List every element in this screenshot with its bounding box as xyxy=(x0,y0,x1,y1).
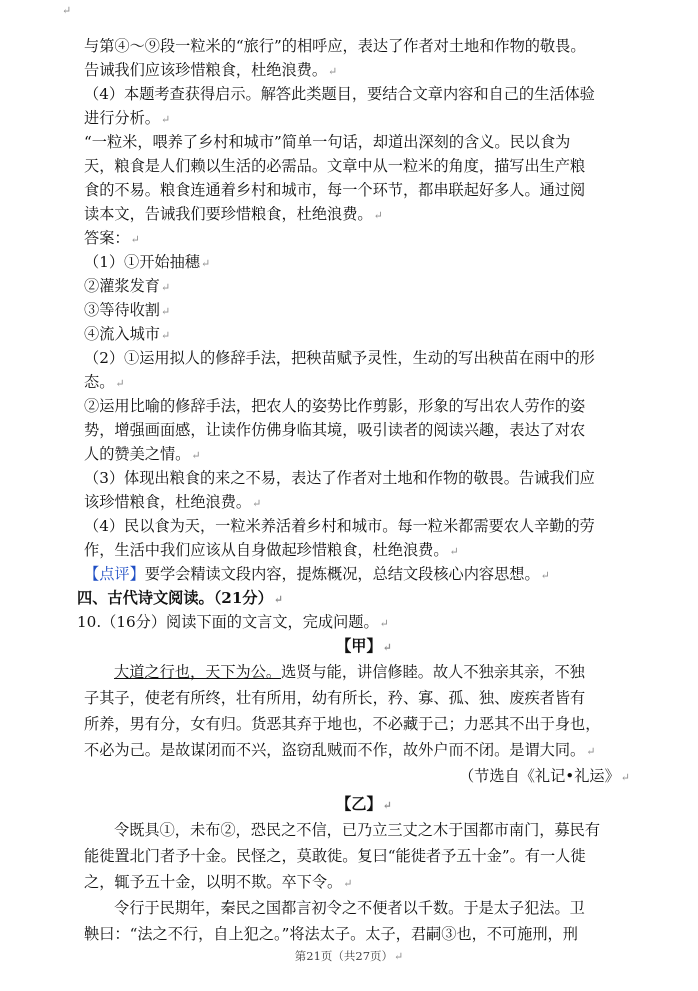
passage-jia-line: 不必为己。是故谋闭而不兴，盗窃乱贼而不作，故外户而不闭。是谓大同。↵ xyxy=(84,741,596,759)
text-line: 势，增强画面感，让读作仿佛身临其境，吸引读者的阅读兴趣，表达了对农 xyxy=(84,421,586,439)
passage-yi-title: 【乙】↵ xyxy=(336,795,392,813)
paragraph-mark-icon: ↵ xyxy=(343,877,353,890)
paragraph-mark-icon: ↵ xyxy=(160,329,171,342)
text-line: （4）本题考查获得启示。解答此类题目，要结合文章内容和自己的生活体验 xyxy=(84,85,595,103)
text-line: 答案：↵ xyxy=(84,229,140,247)
section-heading: 四、古代诗文阅读。（21分）↵ xyxy=(77,589,284,607)
paragraph-mark-icon: ↵ xyxy=(373,209,383,222)
text-line: ③等待收割↵ xyxy=(84,301,171,319)
paragraph-mark-icon: ↵ xyxy=(328,65,338,78)
paragraph-mark-icon: ↵ xyxy=(191,449,201,462)
passage-jia-title: 【甲】↵ xyxy=(336,637,392,655)
text-line: ④流入城市↵ xyxy=(84,325,171,343)
text-line: 该珍惜粮食，杜绝浪费。↵ xyxy=(84,493,262,511)
paragraph-mark-icon: ↵ xyxy=(115,377,125,390)
passage-yi-line: 能徙置北门者予十金。民怪之，莫敢徙。复曰“能徙者予五十金”。有一人徙 xyxy=(84,847,586,865)
paragraph-mark-icon: ↵ xyxy=(130,233,140,246)
comment-line xyxy=(84,562,644,588)
paragraph-mark-icon: ↵ xyxy=(160,113,171,126)
text-line: （1）①开始抽穗↵ xyxy=(84,253,211,271)
comment-tag: 【点评】 xyxy=(84,565,145,583)
paragraph-mark-icon: ↵ xyxy=(540,569,550,582)
text-line: ②灌浆发育↵ xyxy=(84,277,171,295)
text-line: （2）①运用拟人的修辞手法，把秧苗赋予灵性，生动的写出秧苗在雨中的形 xyxy=(84,349,595,367)
question-stem: 10.（16分）阅读下面的文言文，完成问题。↵ xyxy=(77,613,389,631)
passage-jia-line: 子其子，使老有所终，壮有所用，幼有所长，矜、寡、孤、独、废疾者皆有 xyxy=(84,689,586,707)
text-line: 进行分析。↵ xyxy=(84,109,171,127)
paragraph-mark-icon: ↵ xyxy=(620,771,630,784)
page-footer: 第21页（共27页）↵ xyxy=(294,949,404,963)
passage-yi-line: 令行于民期年，秦民之国都言初令之不便者以千数。于是太子犯法。卫 xyxy=(114,899,585,917)
passage-yi-line: 之，辄予五十金，以明不欺。卒下令。↵ xyxy=(84,873,353,891)
passage-yi-line: 鞅曰：“法之不行，自上犯之。”将法太子。太子，君嗣③也，不可施刑，刑 xyxy=(84,925,578,943)
paragraph-mark-icon: ↵ xyxy=(379,617,389,630)
text-line: 与第④～⑨段一粒米的“旅行”的相呼应，表达了作者对土地和作物的敬畏。 xyxy=(84,37,586,55)
paragraph-mark-icon: ↵ xyxy=(252,497,262,510)
paragraph-mark-icon: ↵ xyxy=(200,257,211,270)
paragraph-mark-icon: ↵ xyxy=(62,4,72,17)
underlined-sentence: 大道之行也，天下为公。 xyxy=(114,663,282,681)
text-line: “一粒米，喂养了乡村和城市”简单一句话，却道出深刻的含义。民以食为 xyxy=(84,133,571,151)
text-line: 读本文，告诫我们要珍惜粮食，杜绝浪费。↵ xyxy=(84,205,383,223)
paragraph-mark-icon: ↵ xyxy=(449,545,459,558)
text-line: 人的赞美之情。↵ xyxy=(84,445,201,463)
paragraph-mark-icon: ↵ xyxy=(586,745,596,758)
passage-yi-line: 令既具①，未布②，恐民之不信，已乃立三丈之木于国都市南门，募民有 xyxy=(114,821,600,839)
passage-jia-source: （节选自《礼记•礼运》↵ xyxy=(458,767,630,785)
paragraph-mark-icon: ↵ xyxy=(273,593,284,606)
text-line: ②运用比喻的修辞手法，把农人的姿势比作剪影，形象的写出农人劳作的姿 xyxy=(84,397,586,415)
text-line: （4）民以食为天，一粒米养活着乡村和城市。每一粒米都需要农人辛勤的劳 xyxy=(84,517,595,535)
paragraph-mark-icon: ↵ xyxy=(382,799,392,812)
passage-jia-line: 大道之行也，天下为公。选贤与能，讲信修睦。故人不独亲其亲，不独 xyxy=(114,663,585,681)
paragraph-mark-icon: ↵ xyxy=(394,950,404,963)
text-line: 食的不易。粮食连通着乡村和城市，每一个环节，都串联起好多人。通过阅 xyxy=(84,181,586,199)
text-line: 作，生活中我们应该从自身做起珍惜粮食，杜绝浪费。↵ xyxy=(84,541,459,559)
paragraph-mark-icon: ↵ xyxy=(160,305,171,318)
text-line: 天，粮食是人们赖以生活的必需品。文章中从一粒米的角度，描写出生产粮 xyxy=(84,157,586,175)
text-line: 告诫我们应该珍惜粮食，杜绝浪费。↵ xyxy=(84,61,338,79)
text-line: （3）体现出粮食的来之不易，表达了作者对土地和作物的敬畏。告诫我们应 xyxy=(84,469,595,487)
text-line: 态。↵ xyxy=(84,373,125,391)
comment-text: 要学会精读文段内容，提炼概况，总结文段核心内容思想。 xyxy=(144,565,540,583)
paragraph-mark-icon: ↵ xyxy=(160,281,171,294)
passage-jia-line: 所养，男有分，女有归。货恶其弃于地也，不必藏于己；力恶其不出于身也， xyxy=(84,715,601,733)
paragraph-mark-icon: ↵ xyxy=(382,641,392,654)
